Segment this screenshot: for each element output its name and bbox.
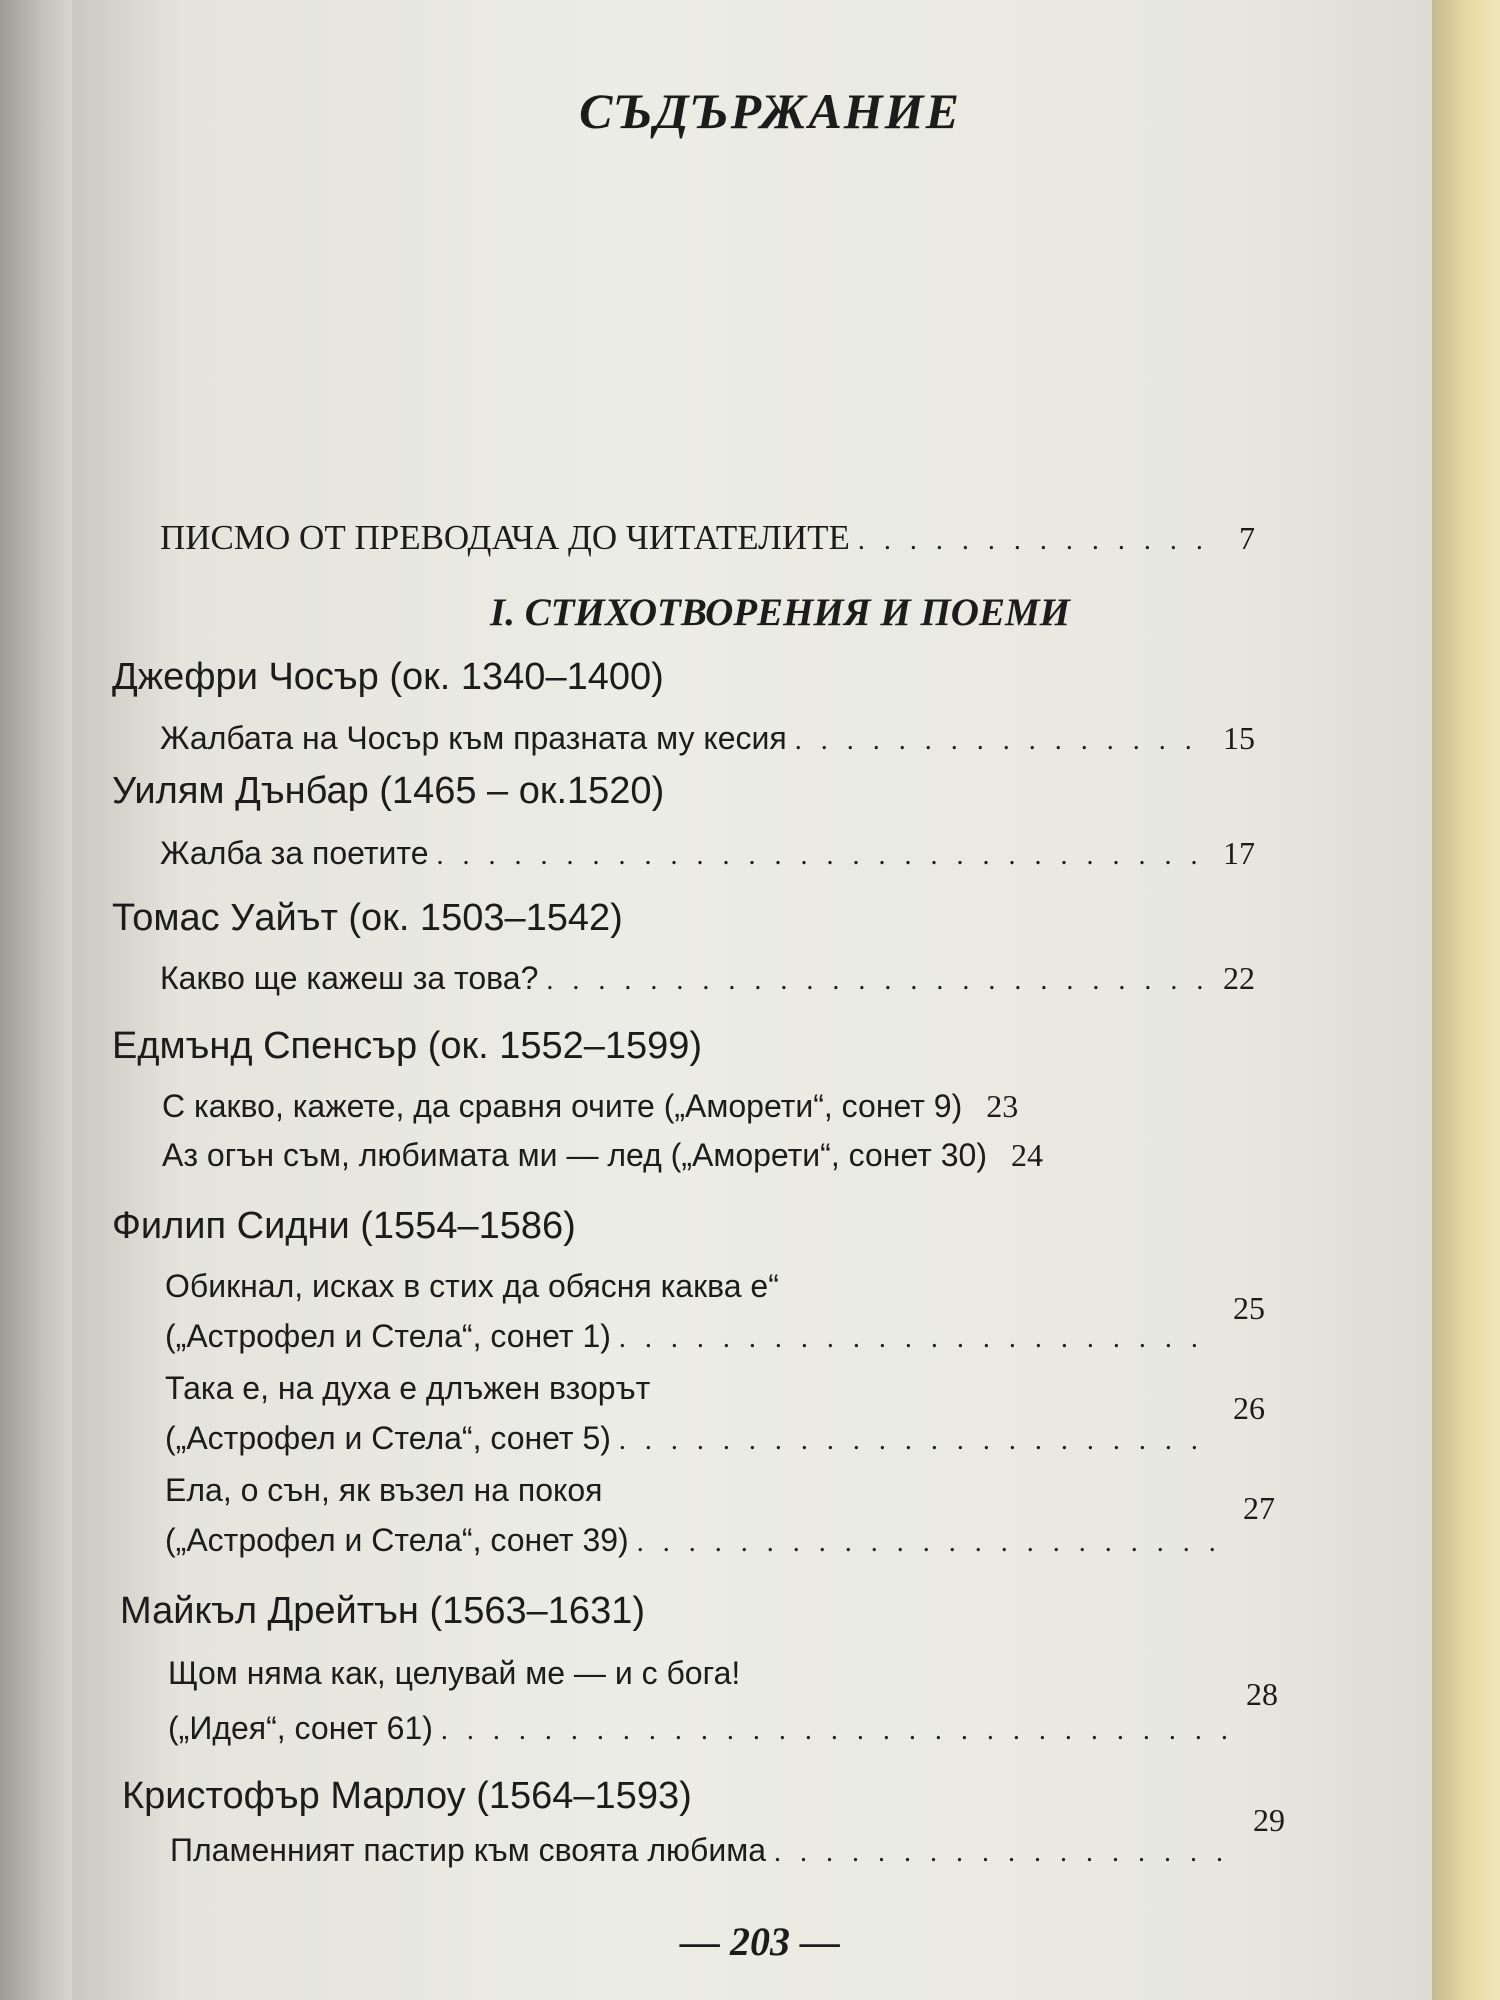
entry-title: Щом няма как, целувай ме — и с бога! <box>168 1655 741 1691</box>
right-page-edge <box>1432 0 1500 2000</box>
entry-title: Така е, на духа е длъжен взорът <box>165 1370 651 1406</box>
entry-title: Обикнал, исках в стих да обясня каква е“ <box>165 1268 779 1304</box>
page-ref: 7 <box>1239 520 1255 556</box>
leader-dots <box>441 1715 1230 1747</box>
page-ref: 23 <box>986 1088 1019 1124</box>
page <box>72 0 1432 2000</box>
entry-title: Пламенният пастир към своята любима <box>170 1832 767 1868</box>
author-name: Джефри Чосър (ок. 1340–1400) <box>112 656 664 698</box>
page-ref: 26 <box>1233 1390 1265 1426</box>
toc-entry <box>165 1290 1265 1355</box>
page-ref: 25 <box>1233 1290 1265 1326</box>
page-ref: 22 <box>1223 960 1255 996</box>
page-number: — 203 — <box>680 1919 840 1964</box>
page-ref: 15 <box>1223 720 1255 756</box>
entry-title: Жалба за поетите <box>160 835 429 871</box>
leader-dots <box>437 840 1208 872</box>
author-name: Филип Сидни (1554–1586) <box>112 1205 576 1247</box>
page-ref: 29 <box>1253 1802 1285 1838</box>
toc-entry <box>168 1676 1278 1747</box>
toc-letter-title: ПИСМО ОТ ПРЕВОДАЧА ДО ЧИТАТЕЛИТЕ <box>160 518 850 557</box>
leader-dots <box>619 1323 1217 1355</box>
toc-entry <box>170 1802 1285 1869</box>
entry-title: Ела, о сън, як възел на покоя <box>165 1472 603 1508</box>
page-ref: 27 <box>1243 1490 1275 1526</box>
entry-subtitle: („Астрофел и Стела“, сонет 39) <box>165 1522 629 1558</box>
page-ref: 17 <box>1223 835 1255 871</box>
left-page-edge <box>0 0 72 2000</box>
leader-dots <box>637 1527 1227 1559</box>
entry-title: Аз огън съм, любимата ми — лед („Аморети“, сонет 30) <box>162 1137 987 1173</box>
toc-entry <box>160 720 1255 757</box>
leader-dots <box>795 725 1207 757</box>
toc-entry <box>160 960 1255 997</box>
toc-entry <box>162 1137 1262 1174</box>
page-title: СЪДЪРЖАНИЕ <box>579 83 961 139</box>
leader-dots <box>774 1837 1237 1869</box>
page-ref: 24 <box>1010 1137 1043 1173</box>
entry-title: С какво, кажете, да сравня очите („Аморети“, сонет 9) <box>162 1088 963 1124</box>
author-name: Майкъл Дрейтън (1563–1631) <box>120 1590 645 1632</box>
entry-subtitle: („Астрофел и Стела“, сонет 5) <box>165 1420 611 1456</box>
toc-entry <box>165 1390 1265 1457</box>
toc-entry <box>160 835 1255 872</box>
page-ref: 28 <box>1246 1676 1278 1712</box>
author-name: Едмънд Спенсър (ок. 1552–1599) <box>112 1025 703 1067</box>
entry-title: Какво ще кажеш за това? <box>160 960 539 996</box>
toc-letter-row <box>160 518 1255 558</box>
leader-dots <box>546 965 1207 997</box>
entry-subtitle: („Идея“, сонет 61) <box>168 1710 433 1746</box>
leader-dots <box>858 525 1207 557</box>
author-name: Томас Уайът (ок. 1503–1542) <box>112 897 623 939</box>
section-title: I. СТИХОТВОРЕНИЯ И ПОЕМИ <box>490 591 1070 634</box>
author-name: Уилям Дънбар (1465 – ок.1520) <box>112 770 665 812</box>
leader-dots <box>619 1425 1217 1457</box>
entry-title: Жалбата на Чосър към празната му кесия <box>160 720 787 756</box>
entry-subtitle: („Астрофел и Стела“, сонет 1) <box>165 1318 611 1354</box>
author-name: Кристофър Марлоу (1564–1593) <box>122 1775 692 1817</box>
toc-entry <box>162 1088 1262 1125</box>
